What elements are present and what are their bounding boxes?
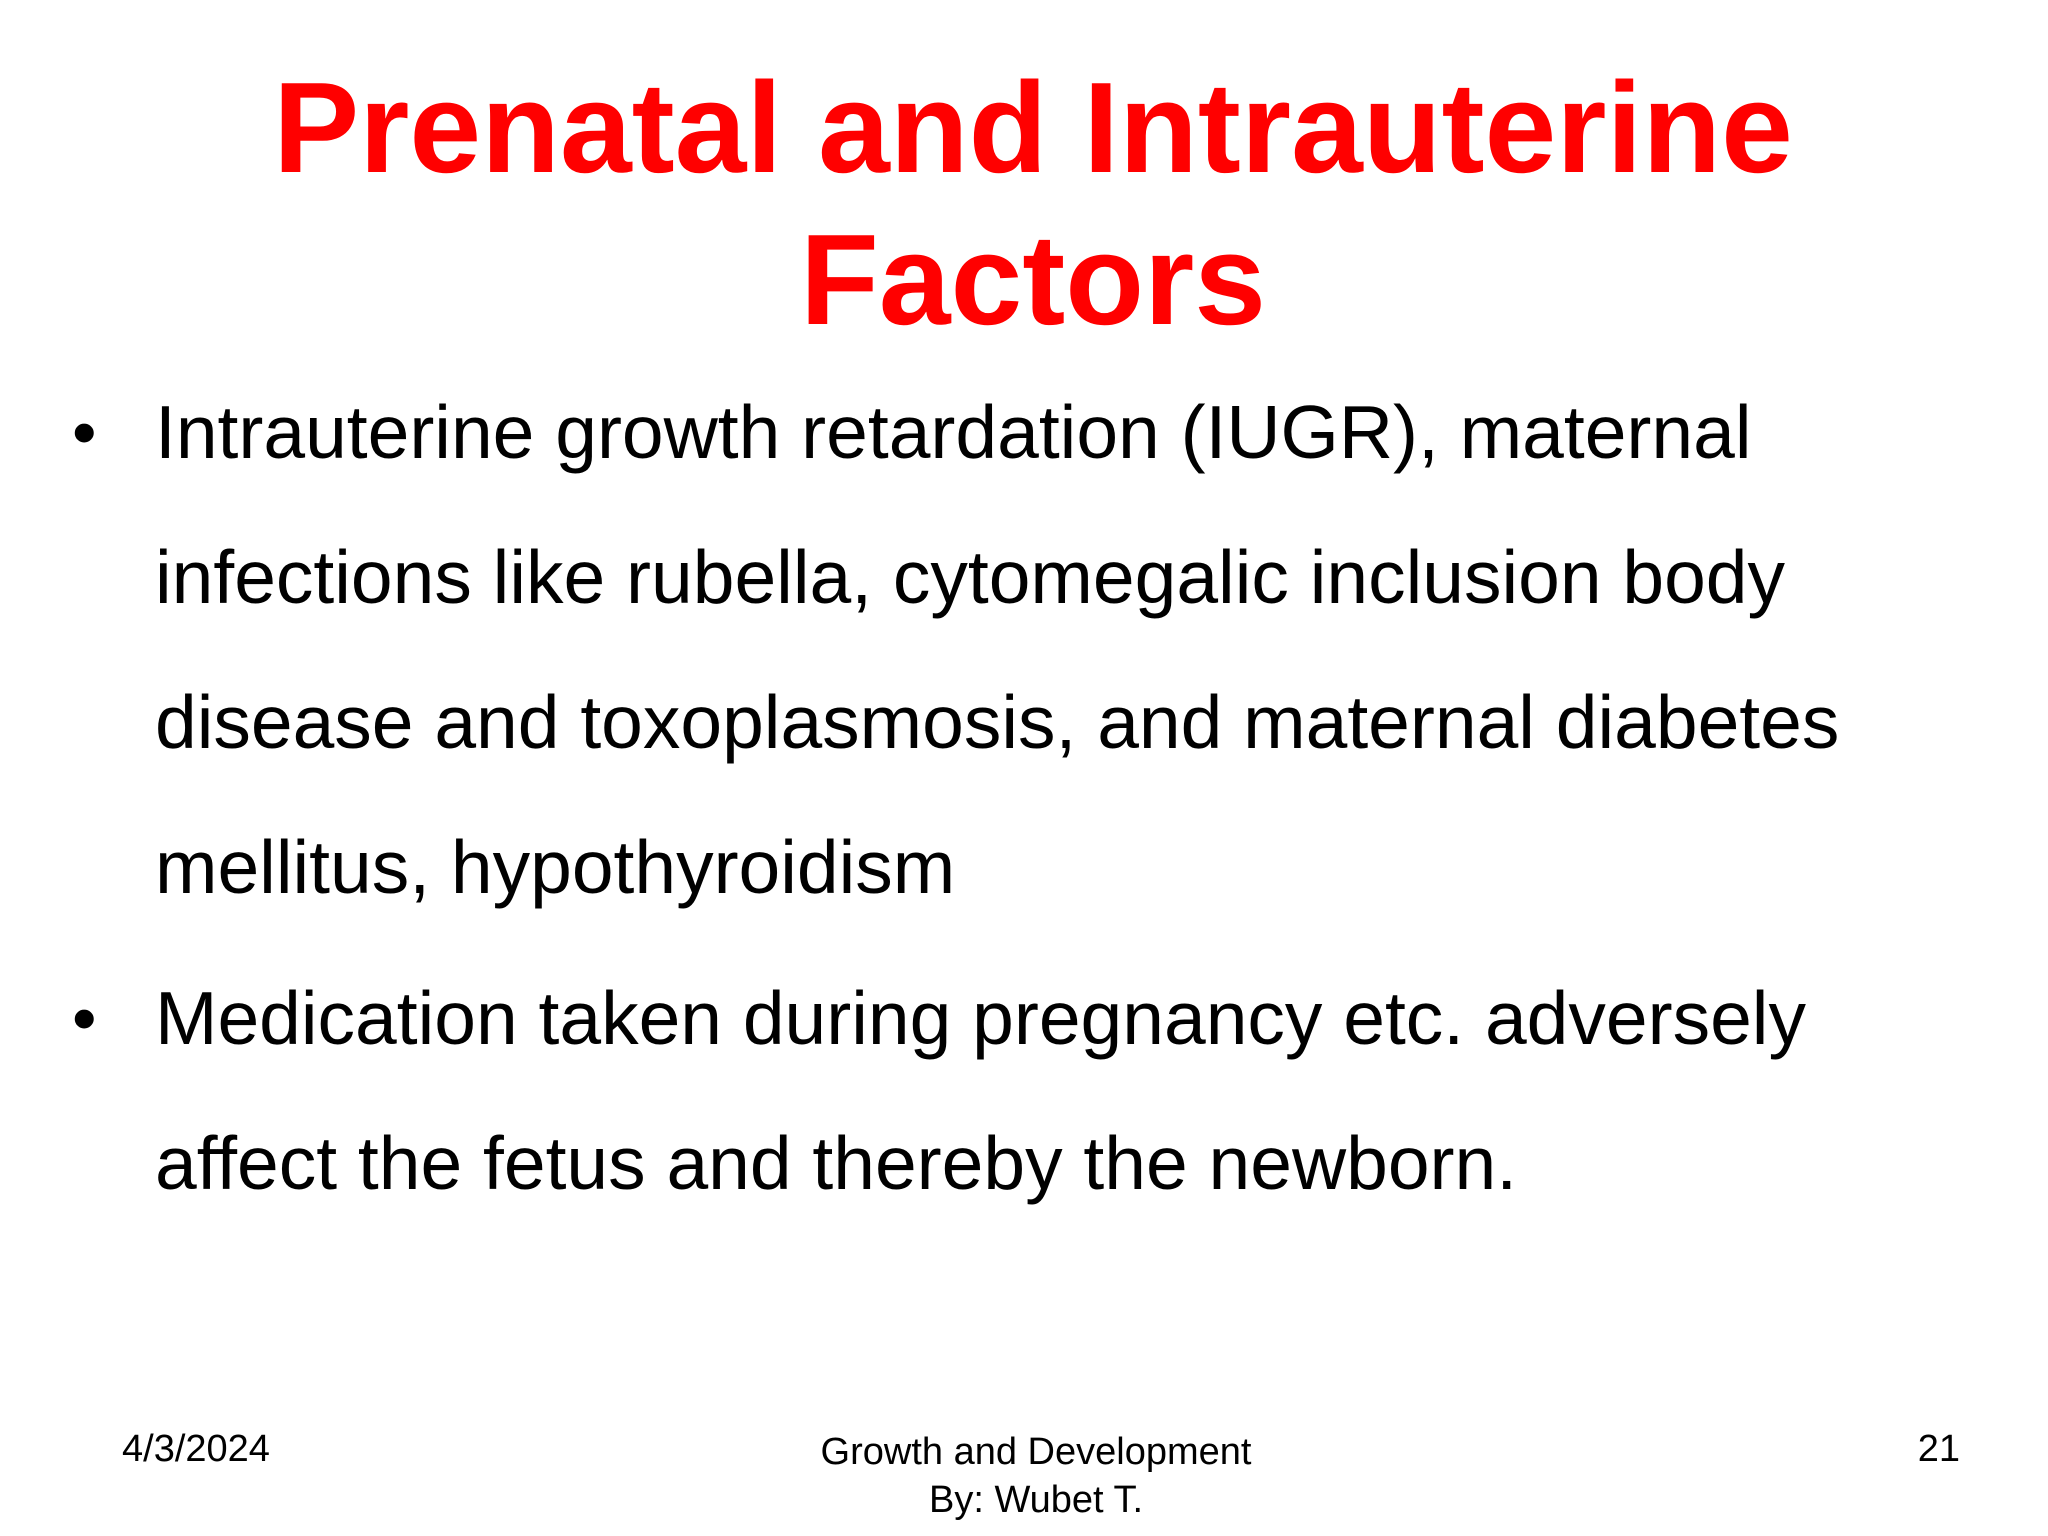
- bullet-text-line: disease and toxoplasmosis, and maternal diabetes: [155, 680, 1840, 764]
- slide-title-line-2: Factors: [800, 208, 1266, 352]
- slide-title: [140, 52, 1926, 356]
- slide-title-line-1: Prenatal and Intrauterine: [273, 56, 1793, 200]
- slide-number: 21: [1917, 1428, 1960, 1470]
- bullet-icon: •: [72, 393, 97, 471]
- bullet-text-line: mellitus, hypothyroidism: [155, 825, 956, 909]
- bullet-item-medication: [70, 946, 1990, 1236]
- footer-course: Growth and Development: [820, 1431, 1252, 1473]
- bullet-list: [70, 360, 1990, 1242]
- footer-author: By: Wubet T.: [928, 1479, 1144, 1521]
- footer-title: [730, 1428, 1342, 1524]
- bullet-text-line: Medication taken during pregnancy etc. adversely: [155, 976, 1806, 1060]
- footer-date: 4/3/2024: [122, 1428, 270, 1470]
- bullet-text-line: infections like rubella, cytomegalic inclusion body: [155, 535, 1786, 619]
- bullet-text-line: Intrauterine growth retardation (IUGR), maternal: [155, 390, 1752, 474]
- bullet-text-line: affect the fetus and thereby the newborn.: [155, 1121, 1518, 1205]
- bullet-icon: •: [72, 979, 97, 1057]
- bullet-item-iugr: [70, 360, 1990, 940]
